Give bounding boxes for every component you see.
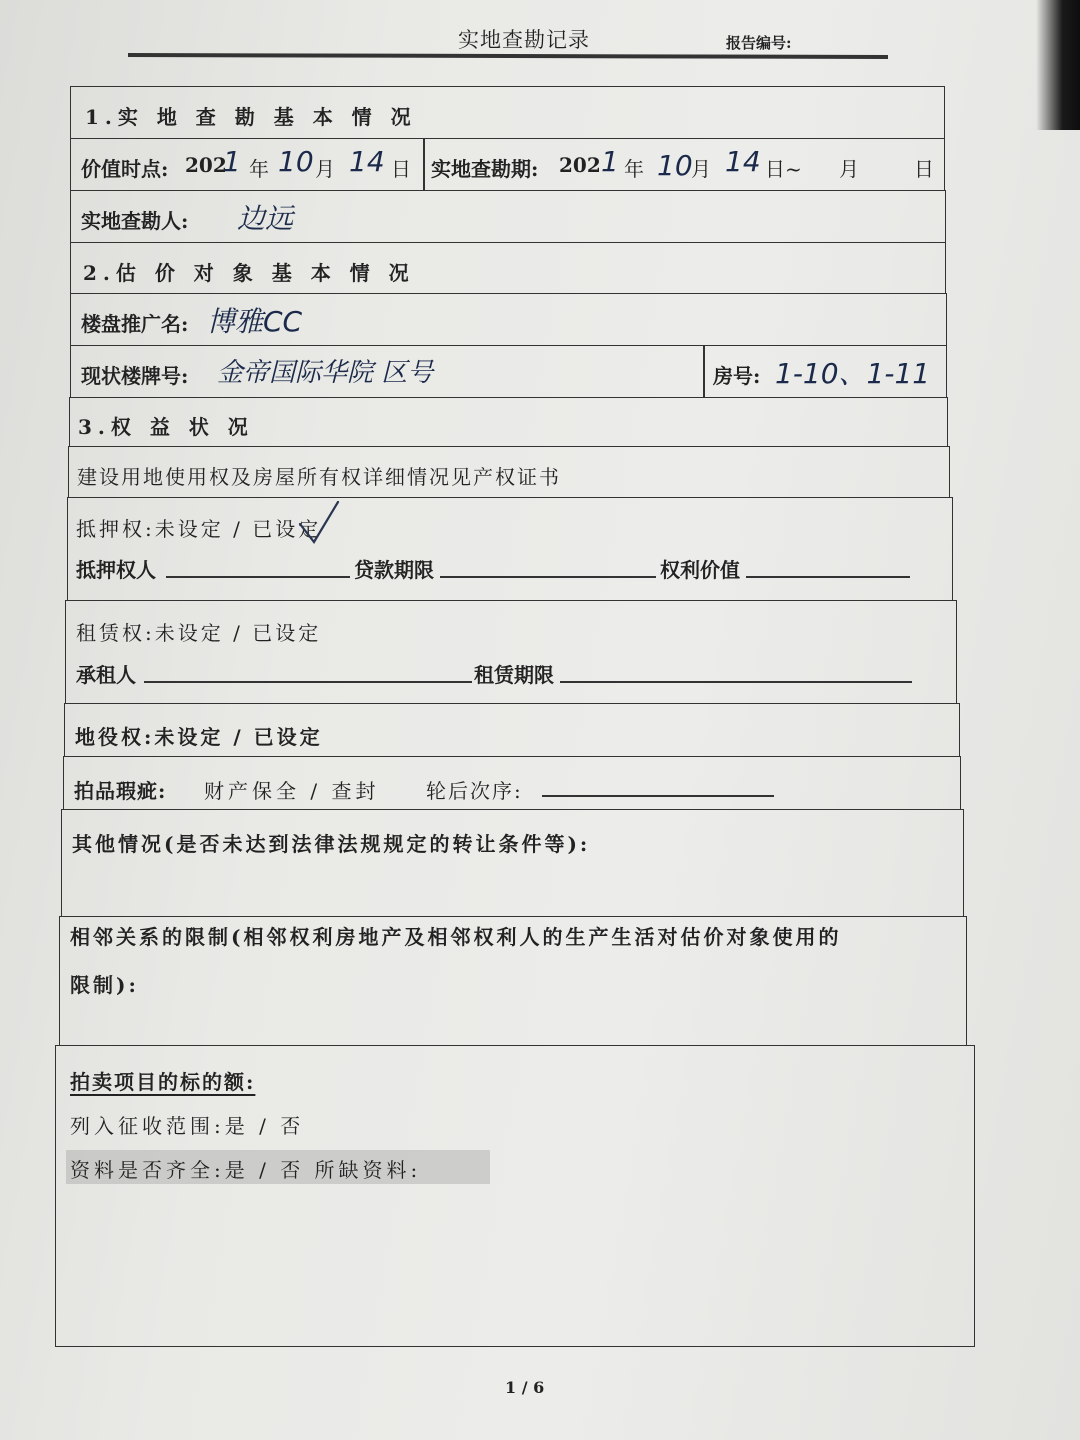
auction-defect-options: 财产保全 / 查封 [204,779,380,803]
documents-complete-status: 资料是否齐全:是 / 否 所缺资料: [70,1158,422,1182]
section3-title-row [69,397,948,447]
loan-term-blank[interactable] [440,576,656,578]
section3-title: 3.权 益 状 况 [78,415,254,439]
rights-note-row [68,446,950,498]
report-number-label: 报告编号: [726,34,792,52]
survey-end-day-unit: 日 [914,157,934,181]
building-number-label: 现状楼牌号: [81,364,189,388]
page-title: 实地查勘记录 [458,28,590,52]
project-name-label: 楼盘推广名: [81,312,189,336]
building-number-handwritten: 金帝国际华院 区号 [217,358,434,388]
section1-title-row [70,86,945,139]
value-date-month-unit: 月 [315,157,335,181]
lease-term-blank[interactable] [560,681,912,683]
survey-year-unit: 年 [624,157,644,181]
value-date-label: 价值时点: [81,157,169,181]
survey-year-handwritten: 1 [601,145,619,178]
surveyor-label: 实地查勘人: [81,209,189,233]
lease-row [65,600,957,704]
mortgage-row [67,497,953,601]
lessee-blank[interactable] [144,681,472,683]
section2-title: 2.估 价 对 象 基 本 情 况 [83,261,415,285]
auction-defect-label: 拍品瑕疵: [74,779,167,803]
building-room-divider [703,346,705,397]
lease-term-label: 租赁期限 [474,663,554,687]
page-edge-shadow [1036,0,1080,130]
value-date-month-handwritten: 10 [278,145,314,178]
easement-status: 地役权:未设定 / 已设定 [75,725,323,749]
rights-note: 建设用地使用权及房屋所有权详细情况见产权证书 [77,465,561,489]
page-number: 1 / 6 [505,1378,545,1397]
survey-day-handwritten: 14 [725,145,761,178]
checkmark-icon [296,498,346,550]
survey-year-prefix: 202 [559,153,601,177]
seizure-order-label: 轮后次序: [426,779,523,803]
seizure-order-blank[interactable] [542,795,774,797]
neighbor-restriction-label-line2: 限制): [70,973,139,997]
dates-row [70,138,945,191]
survey-month-handwritten: 10 [657,149,693,182]
mortgagee-label: 抵押权人 [76,558,156,582]
survey-day-unit: 日~ [765,157,802,181]
survey-end-month-unit: 月 [839,157,859,181]
dates-divider [423,139,425,190]
auction-target-row [55,1045,975,1347]
other-situations-row [61,809,964,917]
lessee-label: 承租人 [76,663,136,687]
surveyor-handwritten-signature: 边远 [237,202,294,235]
survey-month-unit: 月 [691,157,711,181]
title-rule [128,53,888,59]
mortgagee-blank[interactable] [166,576,350,578]
auction-defect-row [63,756,961,810]
mortgage-status: 抵押权:未设定 / 已设定 [76,517,322,541]
project-name-handwritten: 博雅CC [207,305,303,338]
project-name-row [70,293,947,346]
lease-status: 租赁权:未设定 / 已设定 [76,621,322,645]
easement-row [64,703,960,757]
auction-target-label: 拍卖项目的标的额: [70,1070,256,1094]
section2-title-row [70,242,946,294]
surveyor-row [70,190,946,243]
expropriation-status: 列入征收范围:是 / 否 [70,1114,305,1138]
value-date-day-handwritten: 14 [349,145,385,178]
neighbor-restriction-label-line1: 相邻关系的限制(相邻权利房地产及相邻权利人的生产生活对估价对象使用的 [70,925,842,949]
value-date-year-handwritten: 1 [223,145,241,178]
section1-title: 1.实 地 查 勘 基 本 情 况 [85,105,417,129]
other-situations-label: 其他情况(是否未达到法律法规规定的转让条件等): [72,832,591,856]
value-date-year-unit: 年 [249,157,269,181]
building-room-row [70,345,947,398]
right-value-label: 权利价值 [660,558,740,582]
loan-term-label: 贷款期限 [354,558,434,582]
room-number-handwritten: 1-10、1-11 [775,357,931,390]
value-date-day-unit: 日 [391,157,411,181]
survey-period-label: 实地查勘期: [431,157,539,181]
value-date-year-prefix: 202 [185,153,227,177]
neighbor-restriction-row [59,916,967,1046]
right-value-blank[interactable] [746,576,910,578]
room-number-label: 房号: [713,364,761,388]
